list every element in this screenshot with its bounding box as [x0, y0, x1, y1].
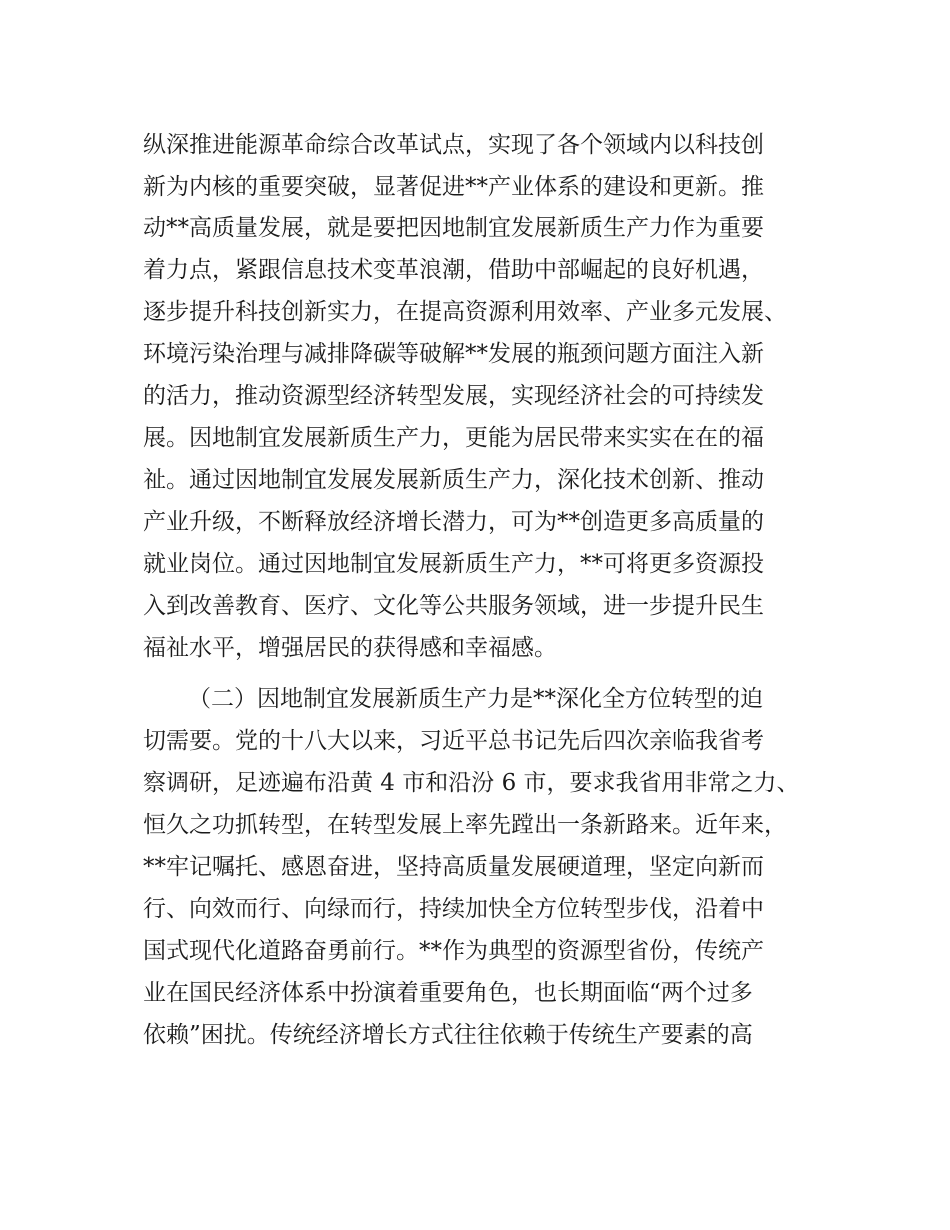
paragraph-1-line: 新为内核的重要突破，显著促进**产业体系的建设和更新。推 — [143, 174, 764, 200]
paragraph-2-line: 察调研，足迹遍布沿黄 4 市和沿汾 6 市，要求我省用非常之力、 — [143, 770, 800, 796]
paragraph-1-line: 动**高质量发展，就是要把因地制宜发展新质生产力作为重要 — [143, 215, 764, 241]
paragraph-1-line: 展。因地制宜发展新质生产力，更能为居民带来实实在在的福 — [143, 425, 764, 451]
paragraph-1-line: 环境污染治理与减排降碳等破解**发展的瓶颈问题方面注入新 — [143, 341, 764, 367]
paragraph-1-line: 祉。通过因地制宜发展发展新质生产力，深化技术创新、推动 — [143, 467, 764, 493]
paragraph-1-line: 入到改善教育、医疗、文化等公共服务领域，进一步提升民生 — [143, 593, 764, 619]
paragraph-1-line: 福祉水平，增强居民的获得感和幸福感。 — [143, 635, 557, 661]
paragraph-2-line: 业在国民经济体系中扮演着重要角色，也长期面临“两个过多 — [143, 980, 753, 1006]
paragraph-2-line: 国式现代化道路奋勇前行。**作为典型的资源型省份，传统产 — [143, 938, 764, 964]
paragraph-1-line: 的活力，推动资源型经济转型发展，实现经济社会的可持续发 — [143, 383, 764, 409]
paragraph-1-line: 产业升级，不断释放经济增长潜力，可为**创造更多高质量的 — [143, 509, 764, 535]
paragraph-2-line: 切需要。党的十八大以来，习近平总书记先后四次亲临我省考 — [143, 728, 764, 754]
paragraph-1-line: 着力点，紧跟信息技术变革浪潮，借助中部崛起的良好机遇， — [143, 257, 764, 283]
paragraph-1-line: 就业岗位。通过因地制宜发展新质生产力，**可将更多资源投 — [143, 551, 764, 577]
paragraph-1-line: 逐步提升科技创新实力，在提高资源利用效率、产业多元发展、 — [143, 299, 787, 325]
paragraph-1-line: 纵深推进能源革命综合改革试点，实现了各个领域内以科技创 — [143, 132, 764, 158]
paragraph-2-line: 行、向效而行、向绿而行，持续加快全方位转型步伐，沿着中 — [143, 896, 764, 922]
paragraph-2-line: （二）因地制宜发展新质生产力是**深化全方位转型的迫 — [188, 686, 763, 712]
paragraph-2-line: 恒久之功抓转型，在转型发展上率先蹚出一条新路来。近年来， — [143, 812, 787, 838]
paragraph-2-line: **牢记嘱托、感恩奋进，坚持高质量发展硬道理，坚定向新而 — [143, 854, 764, 880]
paragraph-2-line: 依赖”困扰。传统经济增长方式往往依赖于传统生产要素的高 — [143, 1022, 753, 1048]
